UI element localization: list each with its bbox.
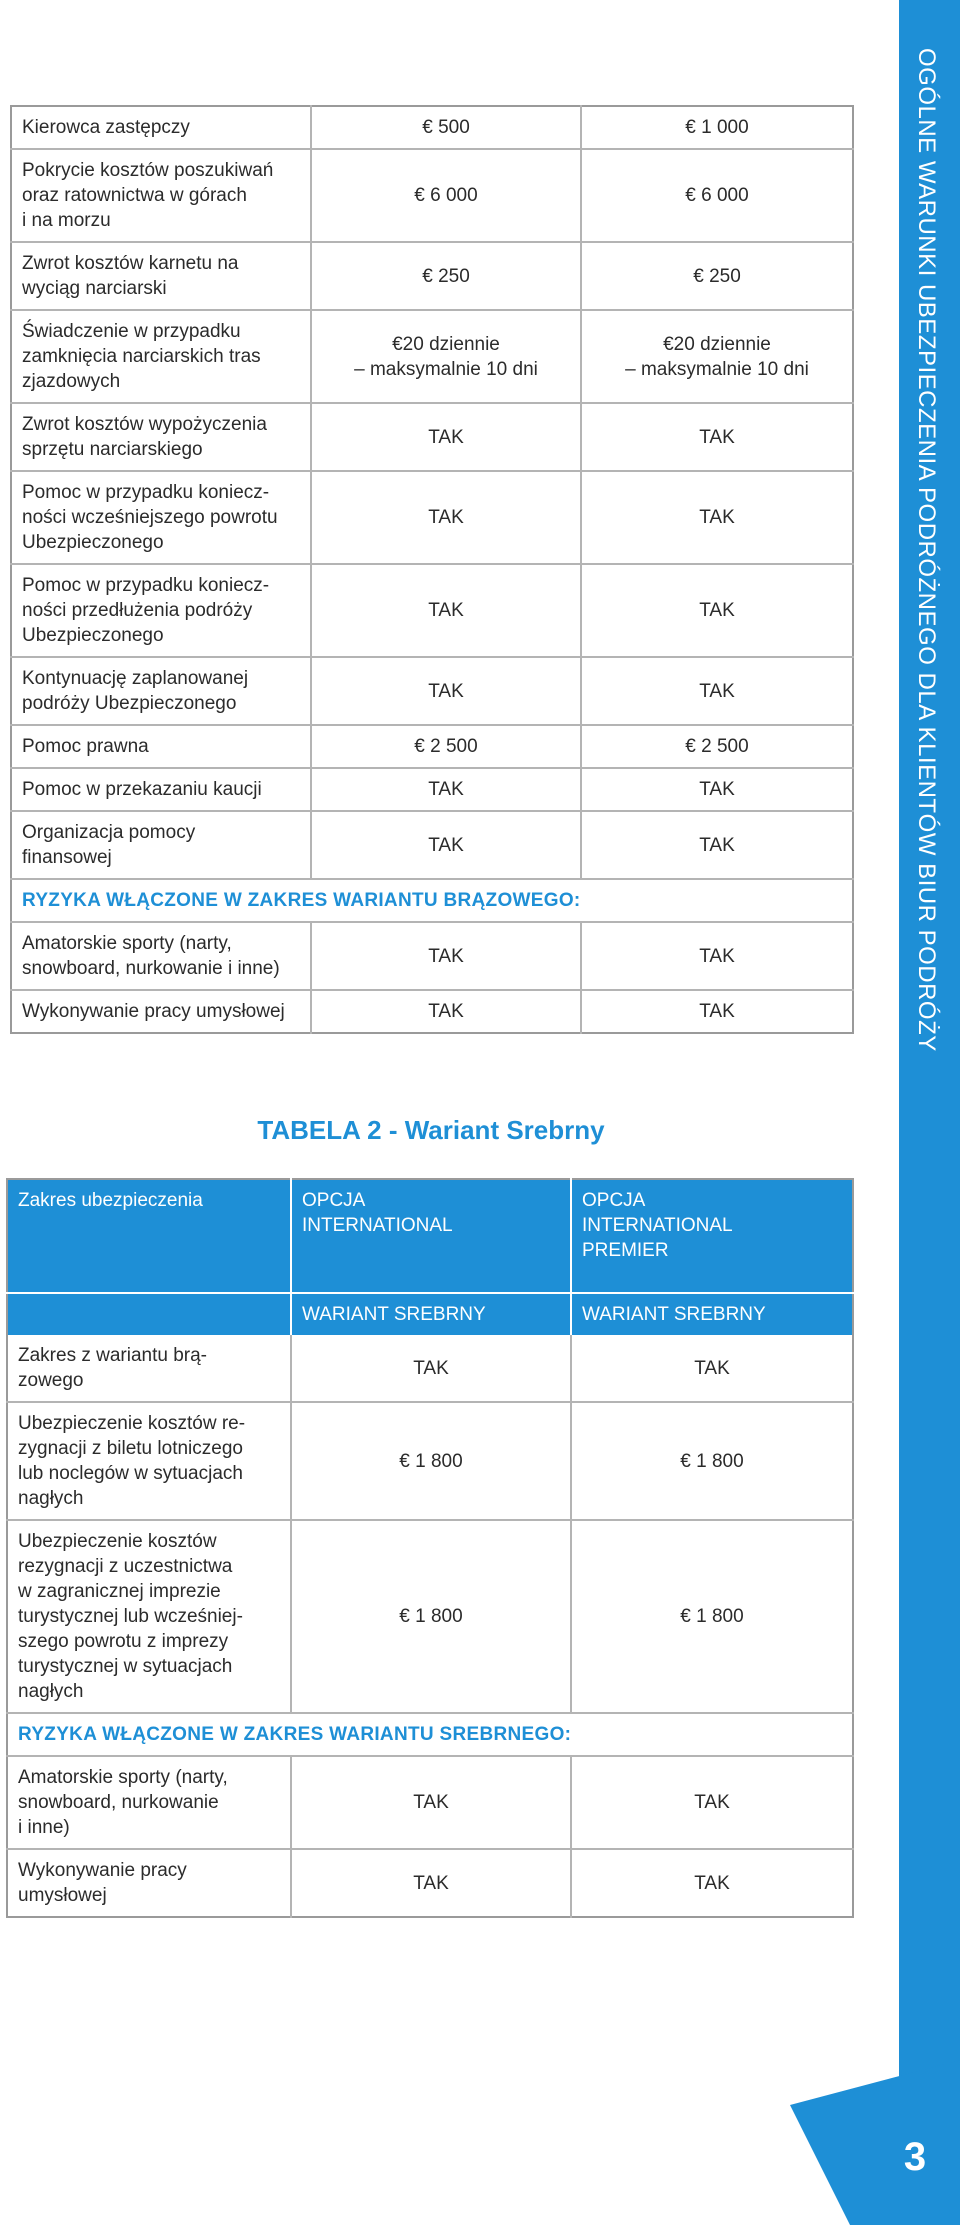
row-value-option-a: € 6 000 xyxy=(311,149,581,242)
row-value-option-a: TAK xyxy=(311,990,581,1033)
table-row xyxy=(7,1849,853,1917)
row-value-option-a: TAK xyxy=(311,471,581,564)
row-label: Pomoc w przekazaniu kaucji xyxy=(11,768,311,811)
row-label: Pomoc prawna xyxy=(11,725,311,768)
header-coverage-scope: Zakres ubezpieczenia xyxy=(7,1179,291,1293)
row-value-option-a: TAK xyxy=(311,811,581,879)
row-label: Ubezpieczenie kosztów re- zygnacji z biletu lotniczego lub noclegów w sytuacjach nagłych xyxy=(7,1402,291,1520)
header-empty-cell xyxy=(7,1293,291,1335)
table-row xyxy=(11,768,853,811)
row-label: Amatorskie sporty (narty, snowboard, nurkowanie i inne) xyxy=(11,922,311,990)
row-value-option-a: TAK xyxy=(311,657,581,725)
row-value-option-b: TAK xyxy=(581,922,853,990)
row-value-option-a: TAK xyxy=(311,922,581,990)
row-value-option-b: TAK xyxy=(581,564,853,657)
header-variant-a: WARIANT SREBRNY xyxy=(291,1293,571,1335)
table-row xyxy=(11,725,853,768)
side-title: OGÓLNE WARUNKI UBEZPIECZENIA PODRÓŻNEGO DLA KLIENTÓW BIUR PODRÓŻY xyxy=(913,48,940,1052)
row-value-option-a: TAK xyxy=(291,1756,571,1849)
row-label: Świadczenie w przypadku zamknięcia narciarskich tras zjazdowych xyxy=(11,310,311,403)
coverage-table-silver-body xyxy=(7,1179,853,1917)
table-header-variant-row xyxy=(7,1293,853,1335)
table-row xyxy=(11,149,853,242)
table-header-row xyxy=(7,1179,853,1293)
row-value-option-a: TAK xyxy=(311,403,581,471)
row-value-option-a: TAK xyxy=(311,768,581,811)
row-value-option-a: € 1 800 xyxy=(291,1402,571,1520)
row-label: Kierowca zastępczy xyxy=(11,106,311,149)
header-option-international-premier: OPCJA INTERNATIONAL PREMIER xyxy=(571,1179,853,1293)
table-row xyxy=(11,564,853,657)
page-number: 3 xyxy=(903,2135,927,2179)
row-value-option-b: € 2 500 xyxy=(581,725,853,768)
row-value-option-a: TAK xyxy=(291,1335,571,1402)
row-value-option-b: TAK xyxy=(581,471,853,564)
header-option-international: OPCJA INTERNATIONAL xyxy=(291,1179,571,1293)
row-value-option-b: €20 dziennie – maksymalnie 10 dni xyxy=(581,310,853,403)
section-title: RYZYKA WŁĄCZONE W ZAKRES WARIANTU SREBRNEGO: xyxy=(7,1713,853,1756)
coverage-table-silver xyxy=(6,1178,854,1918)
row-value-option-b: € 1 000 xyxy=(581,106,853,149)
row-value-option-a: € 500 xyxy=(311,106,581,149)
table-row xyxy=(11,811,853,879)
row-label: Wykonywanie pracy umysłowej xyxy=(7,1849,291,1917)
row-value-option-b: € 250 xyxy=(581,242,853,310)
row-label: Ubezpieczenie kosztów rezygnacji z uczestnictwa w zagranicznej imprezie turystycznej lub wcześniej- szego powrotu z imprezy turystycznej w sytuacjach nagłych xyxy=(7,1520,291,1713)
row-label: Zwrot kosztów wypożyczenia sprzętu narciarskiego xyxy=(11,403,311,471)
row-value-option-b: TAK xyxy=(699,1001,735,1022)
row-label: Organizacja pomocy finansowej xyxy=(11,811,311,879)
section-title: RYZYKA WŁĄCZONE W ZAKRES WARIANTU BRĄZOWEGO: xyxy=(11,879,853,922)
coverage-table-brown-body xyxy=(11,106,853,1033)
row-value-option-b: TAK xyxy=(694,1872,730,1894)
table-row xyxy=(7,1756,853,1849)
table-row xyxy=(11,471,853,564)
row-value-option-b: TAK xyxy=(581,768,853,811)
table-row xyxy=(11,106,853,149)
row-label: Zwrot kosztów karnetu na wyciąg narciarski xyxy=(11,242,311,310)
row-value-option-a: TAK xyxy=(311,564,581,657)
row-value-option-b: TAK xyxy=(581,657,853,725)
row-value-option-a: € 2 500 xyxy=(311,725,581,768)
section-row xyxy=(11,879,853,922)
table-2-title: TABELA 2 - Wariant Srebrny xyxy=(257,1115,605,1145)
row-value-option-b: TAK xyxy=(571,1756,853,1849)
row-label: Kontynuację zaplanowanej podróży Ubezpieczonego xyxy=(11,657,311,725)
row-value-option-b: € 1 800 xyxy=(571,1402,853,1520)
row-label: Pomoc w przypadku koniecz- ności przedłużenia podróży Ubezpieczonego xyxy=(11,564,311,657)
table-row xyxy=(7,1402,853,1520)
row-label: Amatorskie sporty (narty, snowboard, nurkowanie i inne) xyxy=(7,1756,291,1849)
row-value-option-a: € 1 800 xyxy=(291,1520,571,1713)
table-row xyxy=(11,242,853,310)
section-row xyxy=(7,1713,853,1756)
row-value-option-b: € 1 800 xyxy=(571,1520,853,1713)
row-value-option-b: € 6 000 xyxy=(581,149,853,242)
row-label: Pomoc w przypadku koniecz- ności wcześniejszego powrotu Ubezpieczonego xyxy=(11,471,311,564)
row-value-option-a: € 250 xyxy=(311,242,581,310)
row-label: Zakres z wariantu brą- zowego xyxy=(7,1335,291,1402)
table-row xyxy=(11,403,853,471)
table-row xyxy=(11,990,853,1033)
coverage-table-brown xyxy=(10,105,854,1034)
table-row xyxy=(11,657,853,725)
row-value-option-b: TAK xyxy=(571,1335,853,1402)
row-value-option-b: TAK xyxy=(581,811,853,879)
table-row xyxy=(11,922,853,990)
table-row xyxy=(7,1335,853,1402)
table-row xyxy=(7,1520,853,1713)
table-row xyxy=(11,310,853,403)
row-value-option-a: TAK xyxy=(291,1849,571,1917)
row-value-option-b: TAK xyxy=(581,403,853,471)
header-variant-b: WARIANT SREBRNY xyxy=(571,1293,853,1335)
row-label: Wykonywanie pracy umysłowej xyxy=(11,990,311,1033)
row-label: Pokrycie kosztów poszukiwań oraz ratownictwa w górach i na morzu xyxy=(11,149,311,242)
row-value-option-a: €20 dziennie – maksymalnie 10 dni xyxy=(311,310,581,403)
